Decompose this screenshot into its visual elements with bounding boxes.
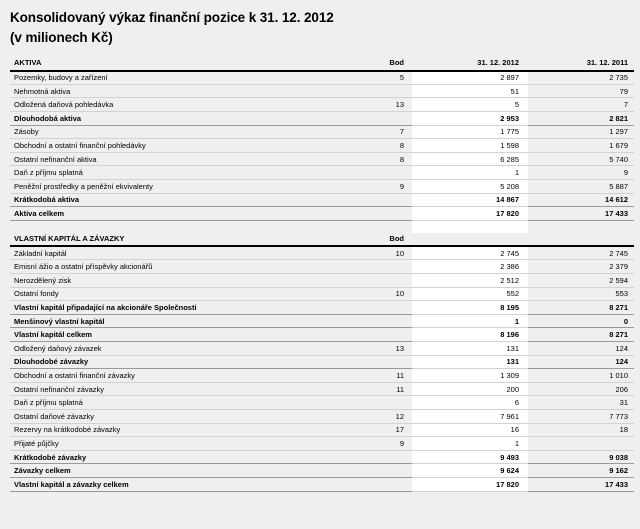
row-note-reference [352, 396, 412, 410]
row-note-reference [352, 260, 412, 274]
table-row [10, 355, 634, 369]
row-value-previous-year: 2 745 [528, 246, 634, 260]
row-note-reference: 11 [352, 369, 412, 383]
row-label: Vlastní kapitál a závazky celkem [10, 477, 352, 491]
row-note-reference: 17 [352, 423, 412, 437]
row-note-reference: 7 [352, 125, 412, 139]
row-note-reference [352, 193, 412, 207]
row-label: Odložený daňový závazek [10, 342, 352, 356]
row-value-current-year: 1 [412, 166, 528, 180]
row-label: Ostatní nefinanční závazky [10, 382, 352, 396]
row-value-previous-year: 9 162 [528, 464, 634, 478]
row-note-reference: 11 [352, 382, 412, 396]
row-value-previous-year: 2 379 [528, 260, 634, 274]
row-note-reference: 9 [352, 179, 412, 193]
table-row [10, 423, 634, 437]
row-value-current-year: 16 [412, 423, 528, 437]
row-value-current-year: 6 285 [412, 152, 528, 166]
table-row [10, 477, 634, 491]
table-row [10, 342, 634, 356]
section-header-label: VLASTNÍ KAPITÁL A ZÁVAZKY [10, 233, 352, 247]
table-row [10, 450, 634, 464]
row-value-previous-year: 1 010 [528, 369, 634, 383]
row-label: Daň z příjmu splatná [10, 396, 352, 410]
section-header-label: AKTIVA [10, 57, 352, 71]
row-note-reference [352, 301, 412, 315]
row-value-current-year: 2 745 [412, 246, 528, 260]
table-row [10, 301, 634, 315]
row-value-current-year: 2 386 [412, 260, 528, 274]
row-value-current-year: 6 [412, 396, 528, 410]
row-value-current-year: 5 208 [412, 179, 528, 193]
row-value-current-year: 51 [412, 84, 528, 98]
row-note-reference [352, 274, 412, 288]
table-row [10, 246, 634, 260]
row-value-current-year: 2 512 [412, 274, 528, 288]
spacer-cell [412, 220, 528, 233]
table-row [10, 409, 634, 423]
row-note-reference [352, 166, 412, 180]
row-value-current-year: 131 [412, 355, 528, 369]
row-value-current-year: 2 953 [412, 112, 528, 126]
row-note-reference: 8 [352, 139, 412, 153]
row-label: Ostatní fondy [10, 287, 352, 301]
row-label: Krátkodobé závazky [10, 450, 352, 464]
row-label: Daň z příjmu splatná [10, 166, 352, 180]
row-value-previous-year: 7 [528, 98, 634, 112]
row-label: Základní kapitál [10, 246, 352, 260]
row-label: Dlouhodobé závazky [10, 355, 352, 369]
row-value-current-year: 1 [412, 314, 528, 328]
row-value-previous-year: 2 594 [528, 274, 634, 288]
row-value-current-year: 1 775 [412, 125, 528, 139]
row-value-current-year: 5 [412, 98, 528, 112]
row-value-previous-year: 18 [528, 423, 634, 437]
row-note-reference [352, 207, 412, 221]
row-label: Nerozdělený zisk [10, 274, 352, 288]
spacer-cell [352, 220, 412, 233]
row-value-current-year: 17 820 [412, 207, 528, 221]
column-header-year-previous [528, 233, 634, 247]
row-value-previous-year: 8 271 [528, 301, 634, 315]
row-note-reference: 13 [352, 342, 412, 356]
section-header-row [10, 57, 634, 71]
table-row [10, 396, 634, 410]
column-header-note: Bod [352, 57, 412, 71]
row-label: Obchodní a ostatní finanční závazky [10, 369, 352, 383]
row-note-reference [352, 450, 412, 464]
row-value-previous-year: 124 [528, 355, 634, 369]
row-label: Vlastní kapitál celkem [10, 328, 352, 342]
page-title-line-1: Konsolidovaný výkaz finanční pozice k 31. 12. 2012 [10, 10, 334, 25]
table-row [10, 179, 634, 193]
row-label: Vlastní kapitál připadající na akcionáře Společnosti [10, 301, 352, 315]
row-value-current-year: 7 961 [412, 409, 528, 423]
table-row [10, 207, 634, 221]
table-row [10, 152, 634, 166]
column-header-note: Bod [352, 233, 412, 247]
table-row [10, 98, 634, 112]
column-header-year-current: 31. 12. 2012 [412, 57, 528, 71]
row-note-reference [352, 328, 412, 342]
row-label: Dlouhodobá aktiva [10, 112, 352, 126]
row-label: Menšinový vlastní kapitál [10, 314, 352, 328]
row-value-previous-year: 124 [528, 342, 634, 356]
column-header-year-current [412, 233, 528, 247]
table-row [10, 437, 634, 451]
financial-table [10, 57, 634, 491]
row-value-previous-year: 9 038 [528, 450, 634, 464]
row-value-previous-year: 2 821 [528, 112, 634, 126]
table-row [10, 260, 634, 274]
row-note-reference [352, 314, 412, 328]
row-label: Aktiva celkem [10, 207, 352, 221]
table-row [10, 139, 634, 153]
row-note-reference: 12 [352, 409, 412, 423]
table-row [10, 328, 634, 342]
row-label: Emisní ážio a ostatní příspěvky akcionářů [10, 260, 352, 274]
row-value-current-year: 8 196 [412, 328, 528, 342]
table-row [10, 112, 634, 126]
row-value-previous-year: 31 [528, 396, 634, 410]
row-note-reference [352, 477, 412, 491]
row-value-previous-year: 5 740 [528, 152, 634, 166]
spacer-cell [10, 220, 352, 233]
table-row [10, 314, 634, 328]
row-value-current-year: 1 [412, 437, 528, 451]
row-note-reference: 10 [352, 246, 412, 260]
row-note-reference [352, 112, 412, 126]
row-value-previous-year: 5 887 [528, 179, 634, 193]
row-value-current-year: 9 493 [412, 450, 528, 464]
row-value-current-year: 17 820 [412, 477, 528, 491]
row-value-previous-year: 14 612 [528, 193, 634, 207]
table-row [10, 274, 634, 288]
row-value-previous-year: 7 773 [528, 409, 634, 423]
row-label: Krátkodobá aktiva [10, 193, 352, 207]
row-value-current-year: 200 [412, 382, 528, 396]
row-value-previous-year: 8 271 [528, 328, 634, 342]
row-note-reference [352, 355, 412, 369]
table-row [10, 369, 634, 383]
row-value-previous-year: 17 433 [528, 207, 634, 221]
row-value-current-year: 9 624 [412, 464, 528, 478]
page-title [10, 8, 632, 47]
row-note-reference [352, 464, 412, 478]
table-row [10, 166, 634, 180]
row-note-reference: 5 [352, 71, 412, 85]
row-value-current-year: 552 [412, 287, 528, 301]
row-label: Peněžní prostředky a peněžní ekvivalenty [10, 179, 352, 193]
column-header-year-previous: 31. 12. 2011 [528, 57, 634, 71]
row-label: Ostatní daňové závazky [10, 409, 352, 423]
table-row [10, 464, 634, 478]
row-value-current-year: 2 897 [412, 71, 528, 85]
section-spacer [10, 220, 634, 233]
page-title-line-2: (v milionech Kč) [10, 29, 113, 45]
financial-table-body [10, 57, 634, 491]
table-row [10, 71, 634, 85]
row-value-previous-year: 2 735 [528, 71, 634, 85]
row-note-reference [352, 84, 412, 98]
row-label: Zásoby [10, 125, 352, 139]
row-label: Rezervy na krátkodobé závazky [10, 423, 352, 437]
row-value-previous-year: 553 [528, 287, 634, 301]
row-value-previous-year: 0 [528, 314, 634, 328]
row-label: Pozemky, budovy a zařízení [10, 71, 352, 85]
table-row [10, 84, 634, 98]
row-value-previous-year: 17 433 [528, 477, 634, 491]
row-value-previous-year: 1 297 [528, 125, 634, 139]
table-row [10, 193, 634, 207]
row-label: Přijaté půjčky [10, 437, 352, 451]
row-note-reference: 10 [352, 287, 412, 301]
row-value-previous-year: 206 [528, 382, 634, 396]
row-label: Závazky celkem [10, 464, 352, 478]
row-value-current-year: 131 [412, 342, 528, 356]
table-row [10, 287, 634, 301]
row-note-reference: 8 [352, 152, 412, 166]
row-value-previous-year: 1 679 [528, 139, 634, 153]
row-value-current-year: 8 195 [412, 301, 528, 315]
row-value-current-year: 1 309 [412, 369, 528, 383]
table-row [10, 125, 634, 139]
section-header-row [10, 233, 634, 247]
table-row [10, 382, 634, 396]
row-value-previous-year [528, 437, 634, 451]
row-value-current-year: 14 867 [412, 193, 528, 207]
row-value-previous-year: 9 [528, 166, 634, 180]
spacer-cell [528, 220, 634, 233]
row-value-current-year: 1 598 [412, 139, 528, 153]
row-label: Nehmotná aktiva [10, 84, 352, 98]
row-label: Odložená daňová pohledávka [10, 98, 352, 112]
row-value-previous-year: 79 [528, 84, 634, 98]
row-label: Obchodní a ostatní finanční pohledávky [10, 139, 352, 153]
row-label: Ostatní nefinanční aktiva [10, 152, 352, 166]
row-note-reference: 13 [352, 98, 412, 112]
row-note-reference: 9 [352, 437, 412, 451]
